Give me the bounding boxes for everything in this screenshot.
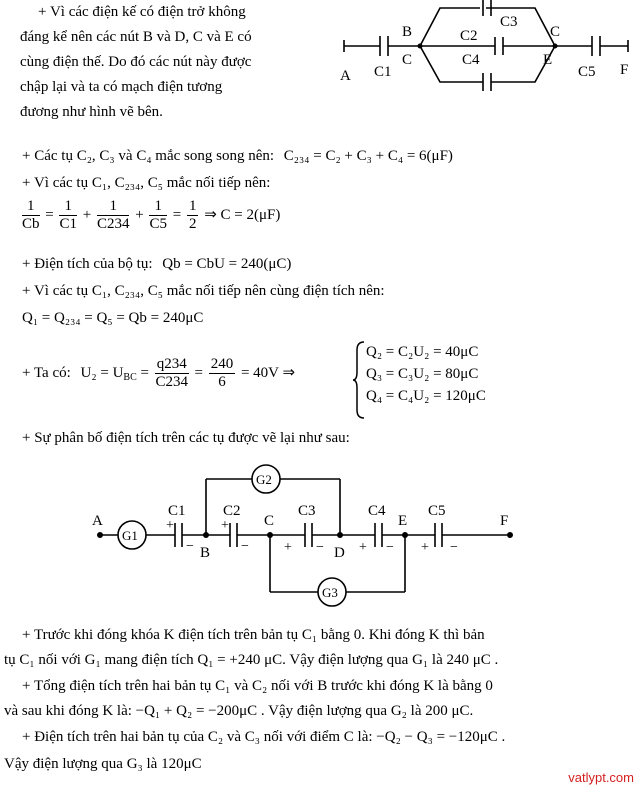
- step-formula: Qb = CbU = 240(μC): [162, 256, 292, 272]
- cap-label: C3: [500, 14, 518, 30]
- system-line: Q₃ = C₃U₂ = 80μC: [366, 366, 479, 382]
- frac-den: C234: [96, 216, 130, 232]
- frac-num: q234: [156, 356, 187, 372]
- conclusion-line: và sau khi đóng K là: −Q₁ + Q₂ = −200μC . Vậy điện lượng qua G₂ là 200 μC.: [4, 703, 474, 719]
- meter-label: G1: [122, 528, 138, 543]
- node-label-c: C: [402, 52, 413, 68]
- node-label-f: F: [500, 513, 509, 529]
- step-parallel: [22, 148, 453, 165]
- step-voltage: + Ta có: $U_2 = U_{BC}$ = $\frac{q234}{C234}$ = $\frac{240}{6}$ = 40V ⇒: [22, 356, 296, 390]
- charge-system: [366, 341, 486, 407]
- charge-distribution-diagram: [80, 455, 550, 615]
- frac-den: 6: [218, 374, 226, 390]
- svg-text:+: +: [221, 518, 229, 533]
- conclusion-line: + Trước khi đóng khóa K điện tích trên bản tụ C₁ bằng 0. Khi đóng K thì bản: [22, 627, 485, 643]
- svg-text:+: +: [166, 518, 174, 533]
- cap-label: C3: [298, 503, 316, 519]
- frac-den: C5: [149, 216, 167, 232]
- brace-icon: [352, 340, 366, 420]
- cap-label: C5: [428, 503, 446, 519]
- frac-den: C1: [59, 216, 77, 232]
- node-label-e: E: [543, 52, 553, 68]
- cap-label: C1: [374, 64, 392, 80]
- intro-line: đáng kể nên các nút B và D, C và E có: [20, 29, 252, 45]
- frac-num: 1: [59, 198, 77, 216]
- frac-den: C234: [155, 374, 188, 390]
- svg-text:+: +: [359, 540, 367, 555]
- svg-text:−: −: [186, 539, 194, 554]
- conclusion-line: + Điện tích trên hai bản tụ của C₂ và C₃ nối với điểm C là: −Q₂ − Q₃ = −120μC .: [22, 729, 506, 745]
- system-line: Q₄ = C₄U₂ = 120μC: [366, 388, 486, 404]
- system-line: Q₂ = C₂U₂ = 40μC: [366, 344, 479, 360]
- node-label-c: C: [264, 513, 275, 529]
- step-charge: [22, 256, 291, 273]
- cap-label: C4: [368, 503, 386, 519]
- step-series-charge-formula: Q₁ = Q₂₃₄ = Q₅ = Qb = 240μC: [22, 310, 204, 326]
- conclusion-line: + Tổng điện tích trên hai bản tụ C₁ và C₂ nối với B trước khi đóng K là bằng 0: [22, 678, 493, 694]
- step-series-charge-text: + Vì các tụ C₁, C₂₃₄, C₅ mắc nối tiếp nên cùng điện tích nên:: [22, 283, 385, 299]
- meter-label: G2: [256, 472, 272, 487]
- series-formula: $\frac{1}{Cb}$ = $\frac{1}{C1}$ + $\frac{1}{C234}$ + $\frac{1}{C5}$ = $\frac{1}{2}$ ⇒ C = 2(μF): [22, 198, 281, 232]
- node-label-a: A: [340, 68, 351, 84]
- watermark: vatlypt.com: [568, 770, 634, 785]
- frac-num: 1: [188, 198, 197, 214]
- svg-text:+: +: [284, 540, 292, 555]
- frac-num: 1: [97, 198, 130, 216]
- conclusion-line: Vậy điện lượng qua G₃ là 120μC: [4, 756, 202, 772]
- svg-text:−: −: [316, 540, 324, 555]
- intro-line: cùng điện thế. Do đó các nút này được: [20, 54, 252, 70]
- svg-text:−: −: [386, 540, 394, 555]
- cap-label: C1: [168, 503, 186, 519]
- intro-line: chập lại và ta có mạch điện tương: [20, 79, 223, 95]
- frac-num: 1: [149, 198, 167, 216]
- svg-text:+: +: [421, 540, 429, 555]
- step-formula: U₂ = U: [80, 364, 124, 381]
- step-result: = 40V ⇒: [240, 364, 296, 381]
- subscript: BC: [123, 371, 137, 383]
- node-label-c: C: [550, 24, 561, 40]
- svg-text:−: −: [241, 539, 249, 554]
- node-label-f: F: [620, 62, 629, 78]
- step-series-text: + Vì các tụ C₁, C₂₃₄, C₅ mắc nối tiếp nên:: [22, 175, 271, 191]
- equivalent-circuit-diagram: [330, 0, 640, 120]
- cap-label: C2: [223, 503, 241, 519]
- step-result: ⇒ C = 2(μF): [204, 206, 281, 223]
- cap-label: C2: [460, 28, 478, 44]
- node-label-b: B: [402, 24, 413, 40]
- frac-den: Cb: [22, 216, 40, 232]
- step-redraw-text: + Sự phân bố điện tích trên các tụ được vẽ lại như sau:: [22, 430, 350, 446]
- frac-num: 240: [210, 356, 234, 372]
- step-text: + Các tụ C₂, C₃ và C₄ mắc song song nên:: [22, 148, 275, 164]
- meter-label: G3: [322, 585, 338, 600]
- node-label-b: B: [200, 545, 211, 561]
- cap-label: C5: [578, 64, 596, 80]
- frac-den: 2: [188, 216, 197, 232]
- step-text: + Điện tích của bộ tụ:: [22, 256, 153, 272]
- intro-line: + Vì các điện kế có điện trở không: [38, 4, 246, 20]
- intro-line: đương như hình vẽ bên.: [20, 104, 163, 120]
- cap-label: C4: [462, 52, 480, 68]
- node-label-a: A: [92, 513, 103, 529]
- svg-text:−: −: [450, 540, 458, 555]
- node-label-e: E: [398, 513, 408, 529]
- step-text: + Ta có:: [22, 364, 71, 381]
- frac-num: 1: [22, 198, 40, 216]
- step-formula: C₂₃₄ = C₂ + C₃ + C₄ = 6(μF): [283, 148, 453, 164]
- node-label-d: D: [334, 545, 345, 561]
- conclusion-line: tụ C₁ nối với G₁ mang điện tích Q₁ = +240 μC. Vậy điện lượng qua G₁ là 240 μC .: [4, 652, 499, 668]
